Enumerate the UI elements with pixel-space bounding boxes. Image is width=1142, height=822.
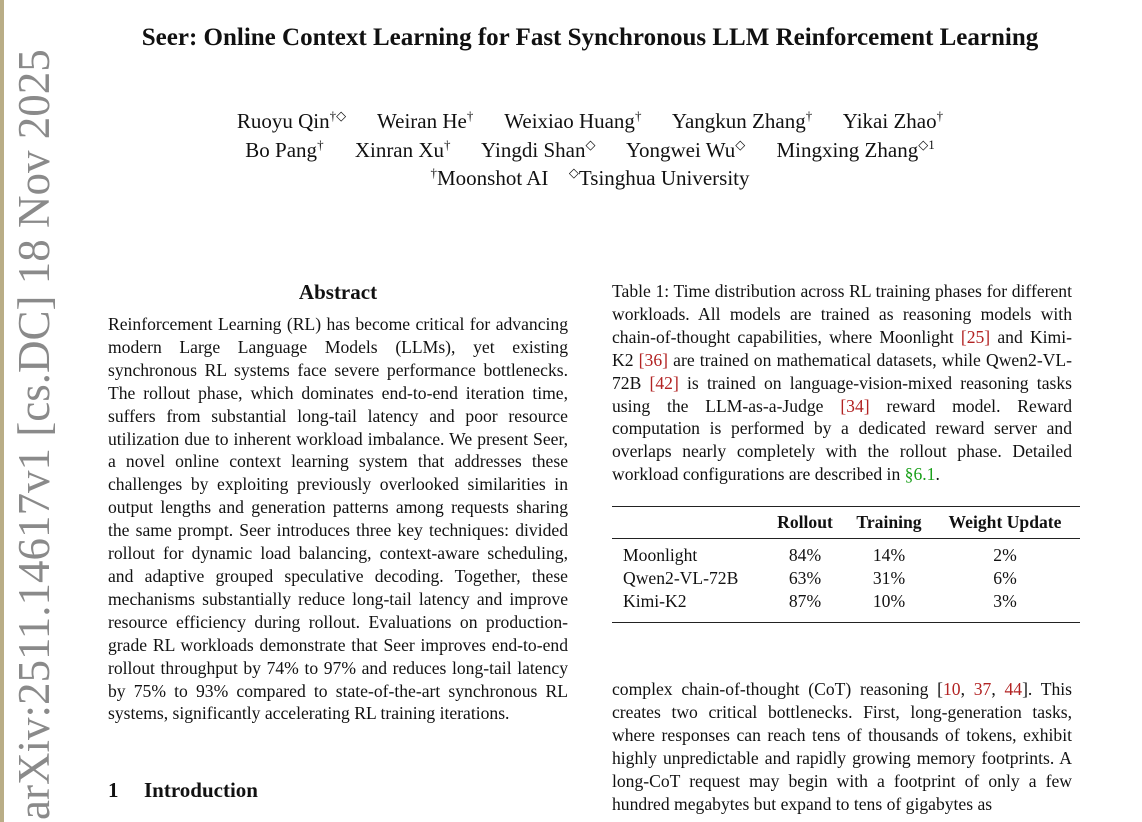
table-cell: Kimi-K2	[623, 591, 687, 611]
author-line-2	[0, 137, 1142, 163]
abstract-heading: Abstract	[298, 280, 378, 304]
author-name: Yangkun Zhang	[671, 109, 806, 133]
table-cell: 14%	[872, 545, 906, 565]
author-name: Weiran He	[377, 109, 467, 133]
section-ref-link[interactable]: §6.1	[904, 464, 936, 485]
affiliation-mark: †	[430, 165, 437, 180]
section-title: Introduction	[144, 778, 258, 802]
author-name: Weixiao Huang	[504, 109, 635, 133]
author-name: Bo Pang	[245, 138, 318, 162]
table-cell: 87%	[788, 591, 822, 611]
citation-separator: ,	[960, 679, 974, 699]
section-number: 1	[108, 778, 119, 802]
citation-link[interactable]: [36]	[638, 349, 668, 370]
table-cell: Moonlight	[623, 545, 698, 565]
citation-bracket: [	[937, 679, 943, 699]
author-name: Ruoyu Qin	[236, 109, 330, 133]
table-cell: 63%	[788, 568, 822, 588]
citation-link[interactable]: 10	[943, 679, 961, 699]
citation-link[interactable]: [34]	[840, 395, 870, 416]
affiliation-name: Tsinghua University	[578, 166, 750, 190]
author-name: Yingdi Shan	[481, 138, 586, 162]
table-cell: 3%	[993, 591, 1017, 611]
time-distribution-table	[612, 506, 1080, 623]
citation-separator: ,	[991, 679, 1005, 699]
table-cell: 10%	[872, 591, 906, 611]
affiliations	[0, 165, 1142, 191]
author-name: Mingxing Zhang	[776, 138, 919, 162]
affiliation-name: Moonshot AI	[436, 166, 549, 190]
table-cell: 84%	[788, 545, 822, 565]
body-text: . This creates two critical bottlenecks. First, long-generation tasks, where responses can reach tens of thousands of tokens, exhibit highly unpredictable and rapidly growing memory footprints. A long-CoT request may begin with a footprint of only a few hundred megabytes but expand to tens of gigabytes as	[612, 679, 1073, 814]
table-cell: 6%	[993, 568, 1017, 588]
citation-bracket: ]	[1022, 679, 1028, 699]
section-heading	[108, 778, 258, 803]
author-mark: ◇1	[918, 137, 935, 152]
caption-text: is trained on language-vision-mixed reasoning tasks using the LLM-as-a-Judge	[612, 372, 1072, 416]
author-mark: ◇	[585, 137, 596, 152]
caption-text: .	[935, 464, 940, 485]
table-row	[612, 590, 1080, 613]
body-text: complex chain-of-thought (CoT) reasoning	[612, 679, 938, 699]
abstract-text: Reinforcement Learning (RL) has become critical for advancing modern Large Language Models (LLMs), yet existing synchronous RL systems face severe performance bottlenecks. The rollout phase, which dominates end-to-end iteration time, suffers from substantial long-tail latency and poor resource utilization due to inherent workload imbalance. We present Seer, a novel online context learning system that addresses these challenges by exploiting previously overlooked similarities in output lengths and generation patterns among requests sharing the same prompt. Seer introduces three key techniques: divided rollout for dynamic load balancing, context-aware scheduling, and adaptive grouped speculative decoding. Together, these mechanisms substantially reduce long-tail latency and improve resource efficiency during rollout. Evaluations on production-grade RL workloads demonstrate that Seer improves end-to-end rollout throughput by 74% to 97% and reduces long-tail latency by 75% to 93% compared to state-of-the-art synchronous RL systems, significantly accelerating RL training iterations.	[108, 314, 568, 724]
table-row	[612, 544, 1080, 567]
table-caption	[612, 280, 1072, 486]
arxiv-stamp: arXiv:2511.14617v1 [cs.DC] 18 Nov 2025	[9, 49, 59, 820]
paper-title: Seer: Online Context Learning for Fast Synchronous LLM Reinforcement Learning	[141, 24, 1039, 51]
table-header-cell: Training	[856, 512, 922, 532]
table-header-cell: Rollout	[777, 512, 833, 532]
author-mark: †	[444, 137, 451, 152]
citation-link[interactable]: [42]	[649, 372, 679, 393]
caption-text: Table 1: Time distribution across RL training phases for different workloads. All models are trained as reasoning models with chain-of-thought capabilities, where Moonlight	[612, 281, 1072, 347]
author-name: Xinran Xu	[354, 138, 445, 162]
citation-link[interactable]: 44	[1004, 679, 1023, 699]
author-mark: †◇	[329, 108, 347, 123]
author-mark: †	[936, 108, 944, 123]
table-row	[612, 567, 1080, 590]
table-header-cell: Weight Update	[948, 512, 1062, 532]
author-name: Yongwei Wu	[625, 138, 736, 162]
author-mark: †	[317, 137, 324, 152]
author-name: Yikai Zhao	[842, 109, 937, 133]
table-cell: 31%	[872, 568, 906, 588]
author-mark: †	[466, 108, 474, 123]
affiliation-mark: ◇	[568, 165, 579, 180]
citation-link[interactable]: [25]	[960, 326, 991, 347]
caption-text: and Kimi-K2	[612, 326, 1072, 370]
citation-link[interactable]: 37	[973, 679, 992, 699]
author-mark: †	[805, 108, 813, 123]
table-header-row	[612, 507, 1080, 539]
author-mark: ◇	[735, 137, 746, 152]
author-mark: †	[634, 108, 642, 123]
table-cell: 2%	[993, 545, 1017, 565]
intro-body-text	[612, 678, 1072, 815]
caption-text: are trained on mathematical datasets, while Qwen2-VL-72B	[612, 349, 1072, 393]
table-cell: Qwen2-VL-72B	[623, 568, 739, 588]
author-line-1	[0, 108, 1142, 134]
caption-text: reward model. Reward computation is performed by a dedicated reward server and overlaps nearly completely with the rollout phase. Detailed workload configurations are described in	[612, 395, 1073, 485]
